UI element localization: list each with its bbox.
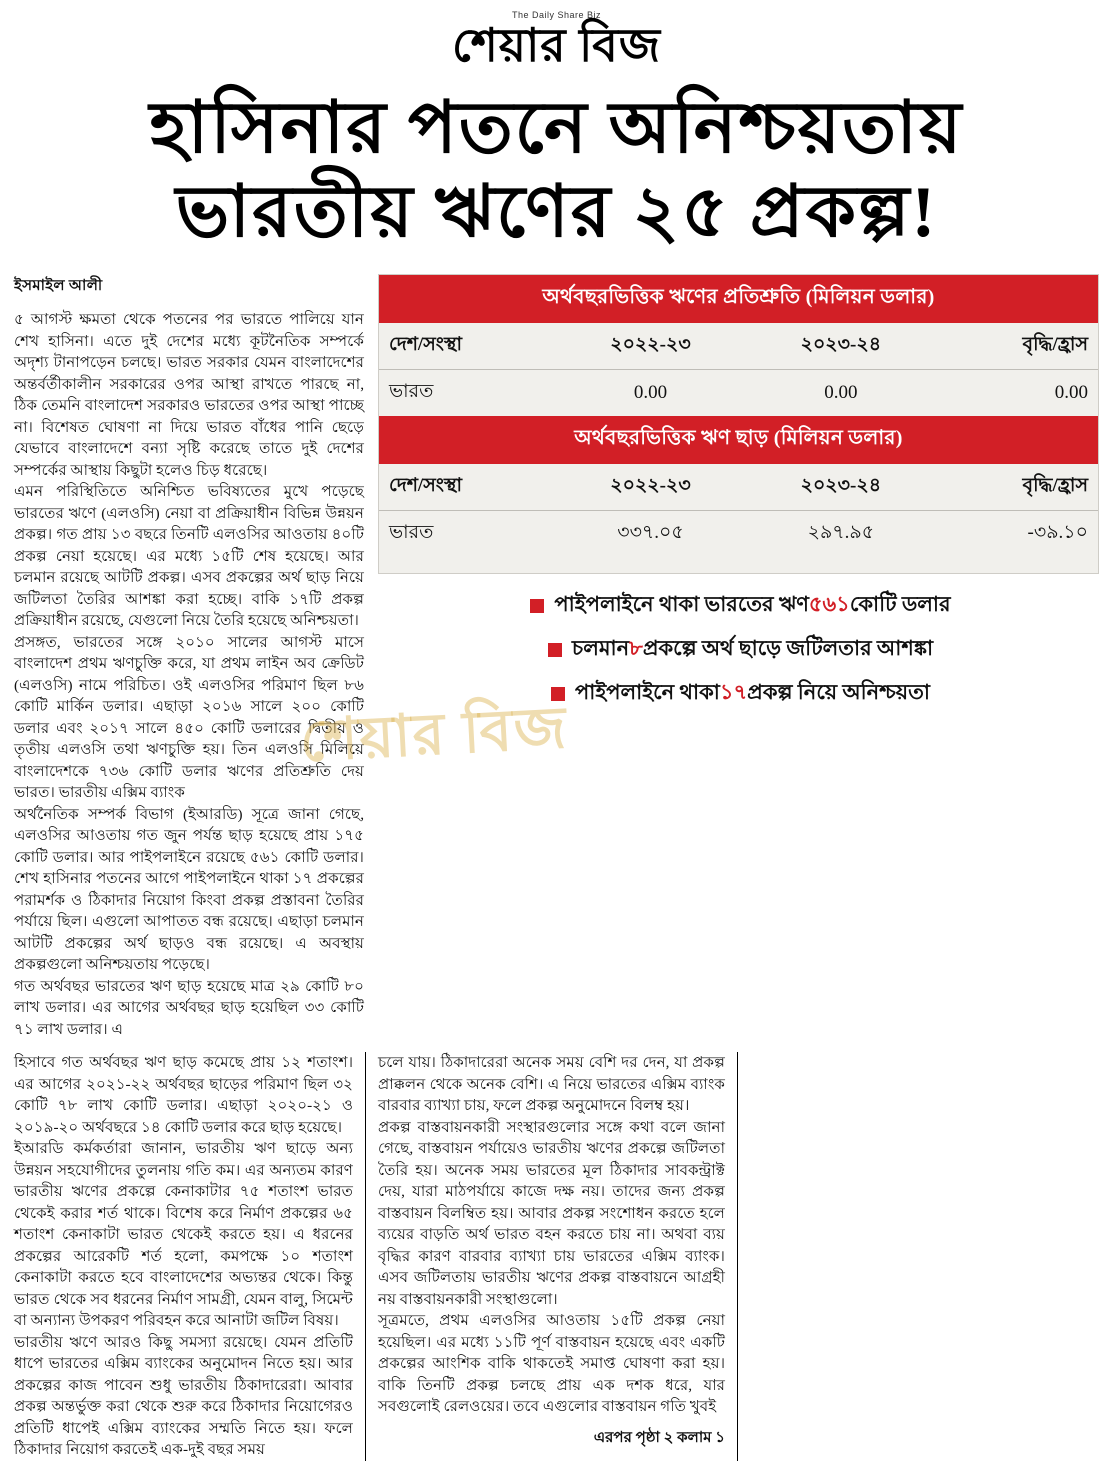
table1-header-2: ২০২৩-২৪: [746, 323, 936, 370]
bullet-2-pre: চলমান: [571, 636, 630, 660]
body-columns: [14, 1052, 1099, 1461]
table2-cell-0-2: ২৯৭.৯৫: [807, 522, 875, 543]
bullet-3-pre: পাইপলাইনে থাকা: [575, 680, 720, 704]
table1-cell-0-2: 0.00: [824, 382, 858, 403]
column1-paragraph-1: হিসাবে গত অর্থবছর ঋণ ছাড় কমেছে প্রায় ১২ শতাংশ। এর আগের ২০২১-২২ অর্থবছর ছাড়ের পরিমাণ ছিল ৩২ কোটি ৭৮ লাখ কোটি ডলার। এছাড়া ২০২০-২১ ও ২০১৯-২০ অর্থবছরে ১৪ কোটি ডলার করে ছাড় হয়েছে।: [14, 1054, 353, 1136]
article-content: [0, 274, 1113, 1461]
bullet-1-post: কোটি ডলার: [849, 592, 951, 616]
table2-title: অর্থবছরভিত্তিক ঋণ ছাড় (মিলিয়ন ডলার): [379, 416, 1098, 464]
highlight-bullet-2: [388, 632, 1093, 667]
lead-paragraph-3: প্রসঙ্গত, ভারতের সঙ্গে ২০১০ সালের আগস্ট মাসে বাংলাদেশ প্রথম ঋণচুক্তি করে, যা প্রথম লাইন অব ক্রেডিট (এলওসি) নামে পরিচিত। ওই এলওসির পরিমাণ ছিল ৮৬ কোটি মার্কিন ডলার। এছাড়া ২০১৬ সালে ২০০ কোটি ডলার এবং ২০১৭ সালে ৪৫০ কোটি ডলারের দ্বিতীয় ও তৃতীয় এলওসি তথা ঋণচুক্তি হয়। তিন এলওসি মিলিয়ে বাংলাদেশকে ৭৩৬ কোটি ডলার ঋণের প্রতিশ্রুতি দেয় ভারত। ভারতীয় এক্সিম ব্যাংক: [14, 633, 364, 801]
table2-cell-0-0: ভারত: [389, 522, 434, 543]
table-row: [379, 323, 1098, 370]
table2-header-0: দেশ/সংস্থা: [379, 464, 555, 511]
top-section: [14, 274, 1099, 1040]
table1-cell-0-3: 0.00: [1054, 382, 1088, 403]
disbursement-table: [379, 464, 1098, 557]
lead-text: [14, 309, 364, 1040]
column1-paragraph-2: ইআরডি কর্মকর্তারা জানান, ভারতীয় ঋণ ছাড়ে অন্য উন্নয়ন সহযোগীদের তুলনায় গতি কম। এর অন্যতম কারণ ভারতীয় ঋণের প্রকল্পে কেনাকাটার ৭৫ শতাংশ ভারত থেকেই করার শর্ত থাকে। বিশেষ করে নির্মাণ প্রকল্পের ৬৫ শতাংশ কেনাকাটা ভারত থেকেই করতে হয়। এ ধরনের প্রকল্পের আরেকটি শর্ত হলো, কমপক্ষে ১০ শতাংশ কেনাকাটা করতে হবে বাংলাদেশের অভ্যন্তর থেকে। কিন্তু ভারত থেকে সব ধরনের নির্মাণ সামগ্রী, যেমন বালু, সিমেন্ট বা অন্যান্য উপকরণ পরিবহন করে আনাটা জটিল বিষয়।: [14, 1140, 353, 1329]
table2-cell-0-1: ৩৩৭.০৫: [617, 522, 684, 543]
jump-note: এরপর পৃষ্ঠা ২ কলাম ১: [593, 1429, 725, 1446]
column2-paragraph-1: চলে যায়। ঠিকাদারেরা অনেক সময় বেশি দর দেন, যা প্রকল্প প্রাক্কলন থেকে অনেক বেশি। এ নিয়ে ভারতের এক্সিম ব্যাংক বারবার ব্যাখ্যা চায়, ফলে প্রকল্প অনুমোদনে বিলম্ব হয়।: [378, 1054, 725, 1114]
masthead-kicker: The Daily Share Biz: [511, 10, 602, 20]
table1-header-3: বৃদ্ধি/হ্রাস: [936, 323, 1098, 370]
masthead-title: শেয়ার বিজ: [451, 20, 662, 71]
lead-paragraph-4: অর্থনৈতিক সম্পর্ক বিভাগ (ইআরডি) সূত্রে জানা গেছে, এলওসির আওতায় গত জুন পর্যন্ত ছাড় হয়েছে প্রায় ১৭৫ কোটি ডলার। আর পাইপলাইনে রয়েছে ৫৬১ কোটি ডলার। শেখ হাসিনার পতনের আগে পাইপলাইনে থাকা ১৭ প্রকল্পের পরামর্শক ও ঠিকাদার নিয়োগ কিংবা প্রকল্প প্রস্তাবনা তৈরির পর্যায়ে ছিল। এগুলো আপাতত বন্ধ রয়েছে। এছাড়া চলমান আটটি প্রকল্পের অর্থ ছাড়ও বন্ধ রয়েছে। এ অবস্থায় প্রকল্পগুলো অনিশ্চয়তায় পড়েছে।: [14, 805, 364, 973]
table2-header-1: ২০২২-২৩: [555, 464, 745, 511]
table2-cell-0-3: -৩৯.১০: [1027, 522, 1088, 543]
table-row: [379, 370, 1098, 417]
table1-header-1: ২০২২-২৩: [555, 323, 745, 370]
bullet-2-post: প্রকল্পে অর্থ ছাড়ে জটিলতার আশঙ্কা: [642, 636, 934, 660]
body-column-1: [14, 1052, 366, 1461]
highlight-bullet-3: [388, 676, 1093, 711]
infographic-column: [378, 274, 1099, 1040]
bullet-3-number: ১৭: [719, 680, 748, 704]
column2-paragraph-2: প্রকল্প বাস্তবায়নকারী সংস্থারগুলোর সঙ্গে কথা বলে জানা গেছে, বাস্তবায়ন পর্যায়েও ভারতীয় ঋণের প্রকল্পে জটিলতা তৈরি হয়। অনেক সময় ভারতের মূল ঠিকাদার সাবকন্ট্রাক্ট দেয়, যারা মাঠপর্যায়ে কাজে দক্ষ নয়। তাদের জন্য প্রকল্প বাস্তবায়ন বিলম্বিত হয়। আবার প্রকল্প সংশোধন করতে হলে ব্যয়ের বাড়তি অর্থ ভারত বহন করতে চায় না। অথবা ব্যয় বৃদ্ধির কারণ বারবার ব্যাখ্যা চায় ভারতের এক্সিম ব্যাংক। এসব জটিলতায় ভারতীয় ঋণের প্রকল্প বাস্তবায়নে আগ্রহী নয় বাস্তবায়নকারী সংস্থাগুলো।: [378, 1118, 725, 1308]
body-column-3: [738, 1052, 1099, 1461]
headline-line-2: ভারতীয় ঋণের ২৫ প্রকল্প!: [175, 172, 938, 252]
table1-header-0: দেশ/সংস্থা: [379, 323, 555, 370]
masthead: [0, 0, 1113, 72]
highlight-bullet-1: [388, 588, 1093, 623]
highlight-bullets: [378, 574, 1099, 730]
bullet-1-number: ৫৬১: [808, 592, 850, 616]
table-row: [379, 464, 1098, 511]
lead-paragraph-5: গত অর্থবছর ভারতের ঋণ ছাড় হয়েছে মাত্র ২৯ কোটি ৮০ লাখ ডলার। এর আগের অর্থবছর ছাড় হয়েছিল ৩৩ কোটি ৭১ লাখ ডলার। এ: [14, 977, 364, 1038]
bullet-square-icon: [551, 687, 565, 701]
body-column-2: [366, 1052, 738, 1461]
table2-header-3: বৃদ্ধি/হ্রাস: [936, 464, 1098, 511]
table-row: [379, 511, 1098, 558]
lead-column: [14, 274, 364, 1040]
page-headline: [0, 72, 1113, 260]
table1-cell-0-1: 0.00: [633, 382, 668, 403]
headline-line-1: হাসিনার পতনে অনিশ্চয়তায়: [149, 88, 964, 168]
byline: ইসমাইল আলী: [14, 278, 103, 294]
table1-title: অর্থবছরভিত্তিক ঋণের প্রতিশ্রুতি (মিলিয়ন ডলার): [379, 275, 1098, 323]
bullet-1-pre: পাইপলাইনে থাকা ভারতের ঋণ: [554, 592, 809, 616]
table1-cell-0-0: ভারত: [389, 381, 434, 402]
bullet-3-post: প্রকল্প নিয়ে অনিশ্চয়তা: [747, 680, 930, 704]
column1-paragraph-3: ভারতীয় ঋণে আরও কিছু সমস্যা রয়েছে। যেমন প্রতিটি ধাপে ভারতের এক্সিম ব্যাংকের অনুমোদন নিতে হয়। আর প্রকল্পের কাজ পাবেন শুধু ভারতীয় ঠিকাদারেরা। আবার প্রকল্প অন্তর্ভুক্ত করা থেকে শুরু করে ঠিকাদার নিয়োগেরও প্রতিটি ধাপেই এক্সিম ব্যাংকের সম্মতি নিতে হয়। ফলে ঠিকাদার নিয়োগ করতেই এক-দুই বছর সময়: [14, 1333, 353, 1458]
lead-paragraph-1: ৫ আগস্ট ক্ষমতা থেকে পতনের পর ভারতে পালিয়ে যান শেখ হাসিনা। এতে দুই দেশের মধ্যে কূটনৈতিক সম্পর্কে অদৃশ্য টানাপড়েন চলছে। ভারত সরকার যেমন বাংলাদেশের অন্তর্বর্তীকালীন সরকারের ওপর আস্থা রাখতে পারছে না, ঠিক তেমনি বাংলাদেশ সরকারও ভারতের ওপর আস্থা পাচ্ছে না। বিশেষত ঘোষণা না দিয়ে ভারত বাঁধের পানি ছেড়ে যেভাবে বাংলাদেশে বন্যা সৃষ্টি করেছে তাতে দুই দেশের সম্পর্কের আস্থায় কিছুটা হলেও চিড় ধরেছে।: [14, 311, 364, 479]
bullet-square-icon: [530, 599, 544, 613]
commitment-table: [379, 323, 1098, 416]
column2-paragraph-3: সূত্রমতে, প্রথম এলওসির আওতায় ১৫টি প্রকল্প নেয়া হয়েছিল। এর মধ্যে ১১টি পূর্ণ বাস্তবায়ন হয়েছে এবং একটি প্রকল্পের আংশিক বাকি থাকতেই সমাপ্ত ঘোষণা করা হয়। বাকি তিনটি প্রকল্প চলছে প্রায় এক দশক ধরে, যার সবগুলোই রেলওয়ের। তবে এগুলোর বাস্তবায়ন গতি খুবই: [378, 1312, 725, 1415]
finance-tables-panel: [378, 274, 1099, 574]
table2-header-2: ২০২৩-২৪: [746, 464, 936, 511]
bullet-2-number: ৮: [629, 636, 643, 660]
lead-paragraph-2: এমন পরিস্থিতিতে অনিশ্চিত ভবিষ্যতের মুখে পড়েছে ভারতের ঋণে (এলওসি) নেয়া বা প্রক্রিয়াধীন বিভিন্ন উন্নয়ন প্রকল্প। গত প্রায় ১৩ বছরে তিনটি এলওসির আওতায় ৪০টি প্রকল্প নেয়া হয়েছে। এর মধ্যে ১৫টি শেষ হয়েছে। আর চলমান রয়েছে আটটি প্রকল্প। এসব প্রকল্পের অর্থ ছাড় নিয়ে জটিলতা তৈরির আশঙ্কা করা হচ্ছে। বাকি ১৭টি প্রকল্প প্রক্রিয়াধীন রয়েছে, যেগুলো নিয়ে তৈরি হয়েছে অনিশ্চয়তা।: [14, 483, 364, 629]
bullet-square-icon: [548, 643, 562, 657]
watermark: শেয়ার বিজ: [298, 695, 570, 774]
